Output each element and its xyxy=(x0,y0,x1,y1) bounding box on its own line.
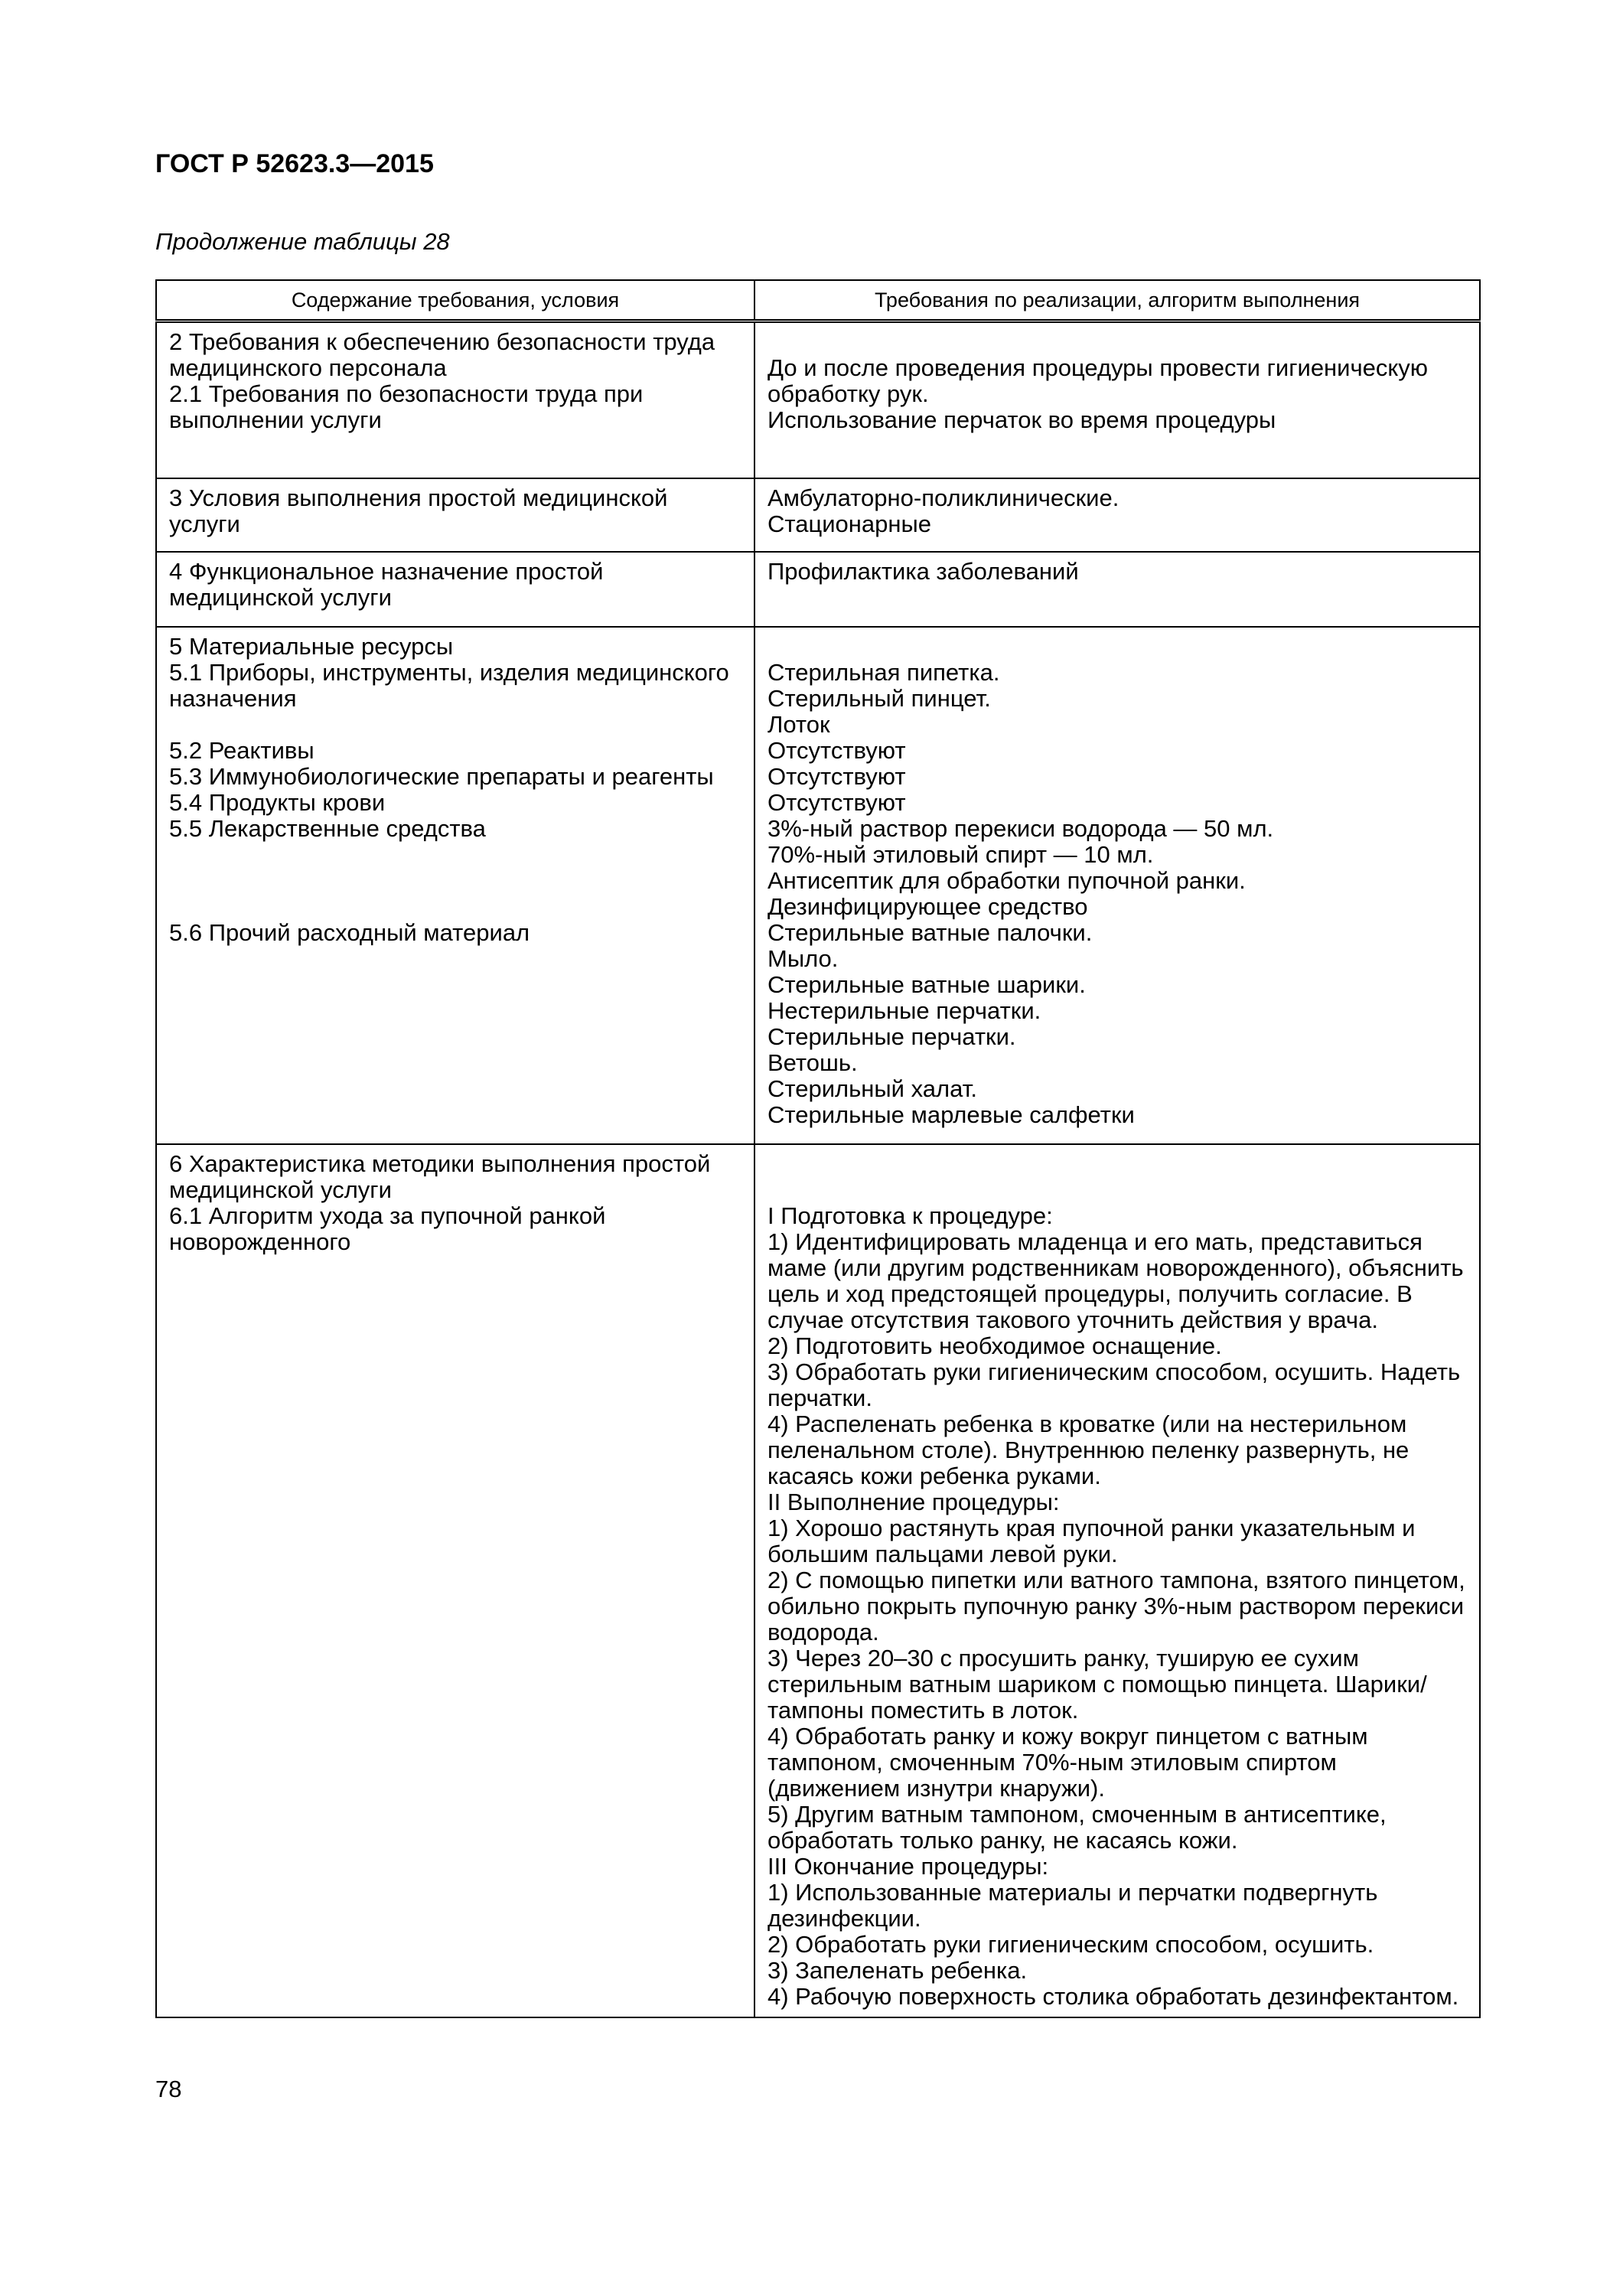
cell-text: Нестерильные перчатки. xyxy=(768,996,1041,1024)
implementation-cell xyxy=(754,478,1480,552)
cell-text: Лоток xyxy=(768,710,830,738)
cell-text: 3) Обработать руки гигиеническим способом, осушить. Надеть перчатки. xyxy=(768,1358,1461,1411)
cell-text: 5.1 Приборы, инструменты, изделия медицинского назначения xyxy=(169,658,729,712)
cell-text: 3) Запеленать ребенка. xyxy=(768,1956,1028,1984)
cell-text: 5.3 Иммунобиологические препараты и реагенты xyxy=(169,762,714,790)
table-continuation-caption: Продолжение таблицы 28 xyxy=(155,228,450,255)
cell-text: 5 Материальные ресурсы xyxy=(169,632,454,660)
table-row xyxy=(156,321,1480,478)
cell-text: Стерильные ватные палочки. xyxy=(768,918,1093,946)
cell-text: Стационарные xyxy=(768,510,932,537)
cell-text: 2 Требования к обеспечению безопасности труда медицинского персонала xyxy=(169,328,715,381)
cell-text: Ветошь. xyxy=(768,1049,858,1076)
cell-text: 3) Через 20–30 с просушить ранку, туширую ее сухим стерильным ватным шариком с помощью пинцета. Шарики/тампоны поместить в лоток. xyxy=(768,1644,1427,1724)
cell-text: I Подготовка к процедуре: xyxy=(768,1202,1053,1229)
cell-text: 4) Рабочую поверхность столика обработать дезинфектантом. xyxy=(768,1982,1459,2010)
implementation-cell xyxy=(754,627,1480,1144)
page-number: 78 xyxy=(155,2076,182,2102)
cell-text: 3%-ный раствор перекиси водорода — 50 мл. xyxy=(768,814,1274,842)
requirement-cell xyxy=(156,321,754,478)
cell-text: 2.1 Требования по безопасности труда при выполнении услуги xyxy=(169,380,644,433)
cell-text: 70%-ный этиловый спирт — 10 мл. xyxy=(768,840,1154,868)
implementation-cell xyxy=(754,321,1480,478)
cell-text: II Выполнение процедуры: xyxy=(768,1488,1060,1515)
cell-text: Отсутствуют xyxy=(768,736,906,764)
table-row xyxy=(156,1144,1480,2017)
cell-text: Антисептик для обработки пупочной ранки. xyxy=(768,866,1246,894)
cell-text: До и после проведения процедуры провести гигиеническую обработку рук. xyxy=(768,354,1429,407)
cell-text: 2) Подготовить необходимое оснащение. xyxy=(768,1332,1222,1359)
cell-text: 5.4 Продукты крови xyxy=(169,788,386,816)
cell-text: 6 Характеристика методики выполнения простой медицинской услуги xyxy=(169,1150,711,1203)
cell-text: III Окончание процедуры: xyxy=(768,1852,1049,1880)
cell-text: 3 Условия выполнения простой медицинской услуги xyxy=(169,484,668,537)
cell-text: Амбулаторно-поликлинические. xyxy=(768,484,1119,511)
cell-text: Стерильные марлевые салфетки xyxy=(768,1101,1135,1128)
cell-text: 2) Обработать руки гигиеническим способом, осушить. xyxy=(768,1930,1374,1958)
cell-text: 2) С помощью пипетки или ватного тампона, взятого пинцетом, обильно покрыть пупочную ранку 3%-ным раствором перекиси водорода. xyxy=(768,1566,1465,1645)
table-header-row xyxy=(156,280,1480,321)
cell-text: Использование перчаток во время процедуры xyxy=(768,406,1276,433)
cell-text: Стерильный пинцет. xyxy=(768,684,991,712)
requirements-table xyxy=(155,279,1481,2018)
cell-text: Стерильная пипетка. xyxy=(768,658,1000,686)
cell-text: 1) Хорошо растянуть края пупочной ранки указательным и большим пальцами левой руки. xyxy=(768,1514,1416,1567)
requirement-cell xyxy=(156,1144,754,2017)
cell-text: Дезинфицирующее средство xyxy=(768,892,1088,920)
cell-text: 4 Функциональное назначение простой медицинской услуги xyxy=(169,557,604,611)
cell-text: 1) Идентифицировать младенца и его мать, представиться маме (или другим родственникам новорожденного), объяснить цель и ход предстоящей процедуры, получить согласие. В случае отсутствия такового уточнить действия у врача. xyxy=(768,1228,1464,1333)
requirement-cell xyxy=(156,478,754,552)
cell-text: Стерильный халат. xyxy=(768,1075,978,1102)
implementation-cell xyxy=(754,1144,1480,2017)
cell-text: Стерильные ватные шарики. xyxy=(768,970,1086,998)
table-row xyxy=(156,478,1480,552)
table-row xyxy=(156,552,1480,627)
cell-text: Стерильные перчатки. xyxy=(768,1022,1016,1050)
cell-text: 5) Другим ватным тампоном, смоченным в антисептике, обработать только ранку, не касаясь кожи. xyxy=(768,1800,1387,1854)
cell-text: 5.6 Прочий расходный материал xyxy=(169,918,530,946)
requirement-cell xyxy=(156,552,754,627)
cell-text: Мыло. xyxy=(768,944,839,972)
implementation-cell xyxy=(754,552,1480,627)
cell-text: 5.5 Лекарственные средства xyxy=(169,814,486,842)
cell-text: 1) Использованные материалы и перчатки подвергнуть дезинфекции. xyxy=(768,1878,1378,1932)
requirement-cell xyxy=(156,627,754,1144)
document-code: ГОСТ Р 52623.3—2015 xyxy=(155,149,434,178)
cell-text: 4) Распеленать ребенка в кроватке (или на нестерильном пеленальном столе). Внутреннюю пеленку развернуть, не касаясь кожи ребенка руками. xyxy=(768,1410,1410,1489)
table-row xyxy=(156,627,1480,1144)
cell-text: 5.2 Реактивы xyxy=(169,736,314,764)
cell-text: Отсутствуют xyxy=(768,788,906,816)
cell-text: Отсутствуют xyxy=(768,762,906,790)
column-header-implementation: Требования по реализации, алгоритм выполнения xyxy=(754,280,1480,321)
cell-text: Профилактика заболеваний xyxy=(768,557,1079,585)
cell-text: 6.1 Алгоритм ухода за пупочной ранкой новорожденного xyxy=(169,1202,606,1255)
column-header-requirement: Содержание требования, условия xyxy=(156,280,754,321)
cell-text: 4) Обработать ранку и кожу вокруг пинцетом с ватным тампоном, смоченным 70%-ным этиловым спиртом (движением изнутри кнаружи). xyxy=(768,1722,1368,1802)
